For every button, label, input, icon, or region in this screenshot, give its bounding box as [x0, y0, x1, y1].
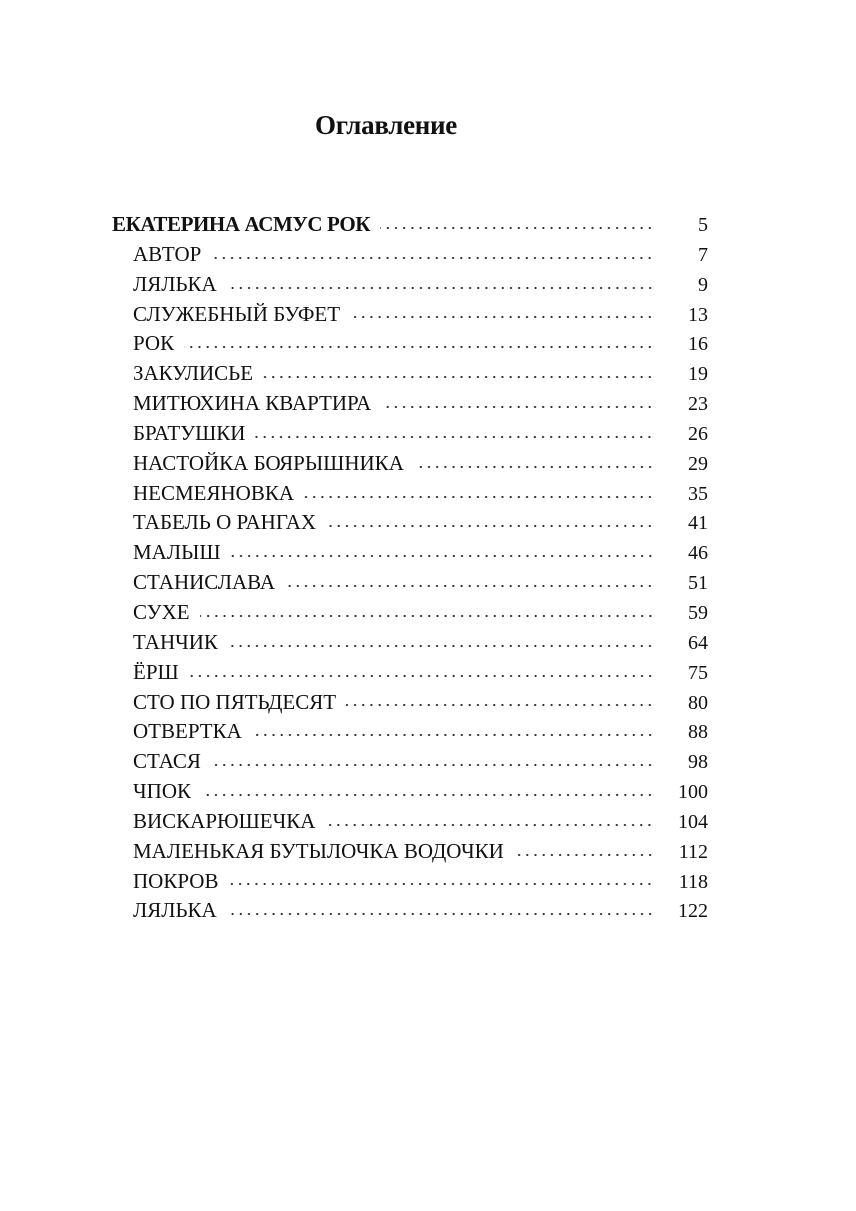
toc-entry[interactable] [112, 538, 708, 568]
toc-entry[interactable] [112, 658, 708, 688]
toc-entry-title: РОК [133, 331, 175, 356]
toc-entry-page-number: 41 [688, 512, 708, 535]
dot-leader [200, 606, 654, 626]
toc-entry[interactable] [112, 329, 708, 359]
toc-entry[interactable] [112, 837, 708, 867]
toc-entry-title: СТО ПО ПЯТЬДЕСЯТ [133, 689, 337, 714]
toc-entry-page-number: 112 [678, 840, 708, 863]
toc-entry-title: СУХЕ [133, 599, 190, 624]
toc-entry-page-number: 122 [678, 900, 708, 923]
toc-entry-title: БРАТУШКИ [133, 420, 246, 445]
toc-entry-page-number: 19 [688, 363, 708, 386]
toc-entry-title: АВТОР [133, 241, 202, 266]
toc-entry[interactable] [112, 717, 708, 747]
toc-entry-title: МИТЮХИНА КВАРТИРА [133, 391, 372, 416]
toc-entry-title: СЛУЖЕБНЫЙ БУФЕТ [133, 301, 341, 326]
toc-entry-title: ЛЯЛЬКА [133, 898, 217, 923]
toc-entry-title: ЕКАТЕРИНА АСМУС РОК [112, 212, 371, 236]
toc-entry-title: ПОКРОВ [133, 868, 219, 893]
dot-leader [227, 278, 654, 298]
toc-entry-page-number: 46 [688, 542, 708, 565]
toc-entry[interactable] [112, 419, 708, 449]
dot-leader [252, 725, 654, 745]
toc-entry-page-number: 118 [678, 870, 708, 893]
toc-entry-title: СТАНИСЛАВА [133, 570, 276, 595]
toc-entry[interactable] [112, 568, 708, 598]
dot-leader [350, 307, 654, 327]
dot-leader [227, 904, 654, 924]
toc-entry-title: СТАСЯ [133, 749, 201, 774]
dot-leader [189, 666, 654, 686]
toc-entry-title: МАЛЫШ [133, 540, 221, 565]
dot-leader [201, 785, 654, 805]
dot-leader [304, 487, 654, 507]
dot-leader [414, 457, 654, 477]
toc-section-heading[interactable] [112, 210, 708, 240]
dot-leader [255, 427, 654, 447]
toc-entry-title: НАСТОЙКА БОЯРЫШНИКА [133, 450, 404, 475]
dot-leader [211, 755, 654, 775]
toc-entry-page-number: 88 [688, 721, 708, 744]
toc-entry-page-number: 23 [688, 393, 708, 416]
toc-entry[interactable] [112, 389, 708, 419]
toc-entry[interactable] [112, 688, 708, 718]
dot-leader [228, 874, 654, 894]
dot-leader [381, 397, 654, 417]
toc-entry-page-number: 104 [678, 810, 708, 833]
dot-leader [231, 546, 654, 566]
dot-leader [380, 218, 654, 238]
toc-entry-title: МАЛЕНЬКАЯ БУТЫЛОЧКА ВОДОЧКИ [133, 838, 504, 863]
toc-entry[interactable] [112, 479, 708, 509]
toc-entry-page-number: 9 [698, 273, 708, 296]
toc-entry-title: ТАНЧИК [133, 629, 218, 654]
dot-leader [325, 815, 654, 835]
toc-entry-title: ЁРШ [133, 659, 179, 684]
toc-entry[interactable] [112, 628, 708, 658]
toc-entry-page-number: 98 [688, 751, 708, 774]
toc-entry-page-number: 75 [688, 661, 708, 684]
toc-entry-title: ЗАКУЛИСЬЕ [133, 361, 254, 386]
toc-entry-title: ОТВЕРТКА [133, 719, 242, 744]
toc-entry-page-number: 5 [698, 214, 708, 236]
dot-leader [346, 695, 654, 715]
dot-leader [514, 845, 654, 865]
dot-leader [211, 248, 654, 268]
toc-entry-page-number: 29 [688, 452, 708, 475]
toc-entry-page-number: 13 [688, 303, 708, 326]
toc-entry[interactable] [112, 449, 708, 479]
dot-leader [228, 636, 654, 656]
toc-entry[interactable] [112, 747, 708, 777]
page-title: Оглавление [315, 110, 457, 140]
table-of-contents [112, 210, 708, 926]
toc-entry-title: ТАБЕЛЬ О РАНГАХ [133, 510, 317, 535]
toc-entry[interactable] [112, 867, 708, 897]
toc-entry-page-number: 7 [698, 243, 708, 266]
toc-entry[interactable] [112, 598, 708, 628]
toc-entry[interactable] [112, 359, 708, 389]
toc-entry-page-number: 64 [688, 631, 708, 654]
toc-entry-page-number: 51 [688, 572, 708, 595]
toc-entry-title: ВИСКАРЮШЕЧКА [133, 808, 316, 833]
toc-entry-page-number: 59 [688, 601, 708, 624]
dot-leader [263, 367, 654, 387]
toc-entry-page-number: 100 [678, 781, 708, 804]
toc-entry[interactable] [112, 777, 708, 807]
dot-leader [184, 337, 654, 357]
toc-entry-title: ЧПОК [133, 779, 191, 804]
toc-entry-title: ЛЯЛЬКА [133, 271, 217, 296]
dot-leader [285, 576, 654, 596]
toc-entry-title: НЕСМЕЯНОВКА [133, 480, 295, 505]
toc-entry[interactable] [112, 240, 708, 270]
dot-leader [326, 516, 654, 536]
toc-entry-page-number: 35 [688, 482, 708, 505]
toc-entry-page-number: 16 [688, 333, 708, 356]
toc-entry[interactable] [112, 270, 708, 300]
toc-entry[interactable] [112, 508, 708, 538]
toc-entry-page-number: 26 [688, 422, 708, 445]
toc-entry-page-number: 80 [688, 691, 708, 714]
toc-entry[interactable] [112, 896, 708, 926]
toc-entry[interactable] [112, 807, 708, 837]
toc-entry[interactable] [112, 300, 708, 330]
